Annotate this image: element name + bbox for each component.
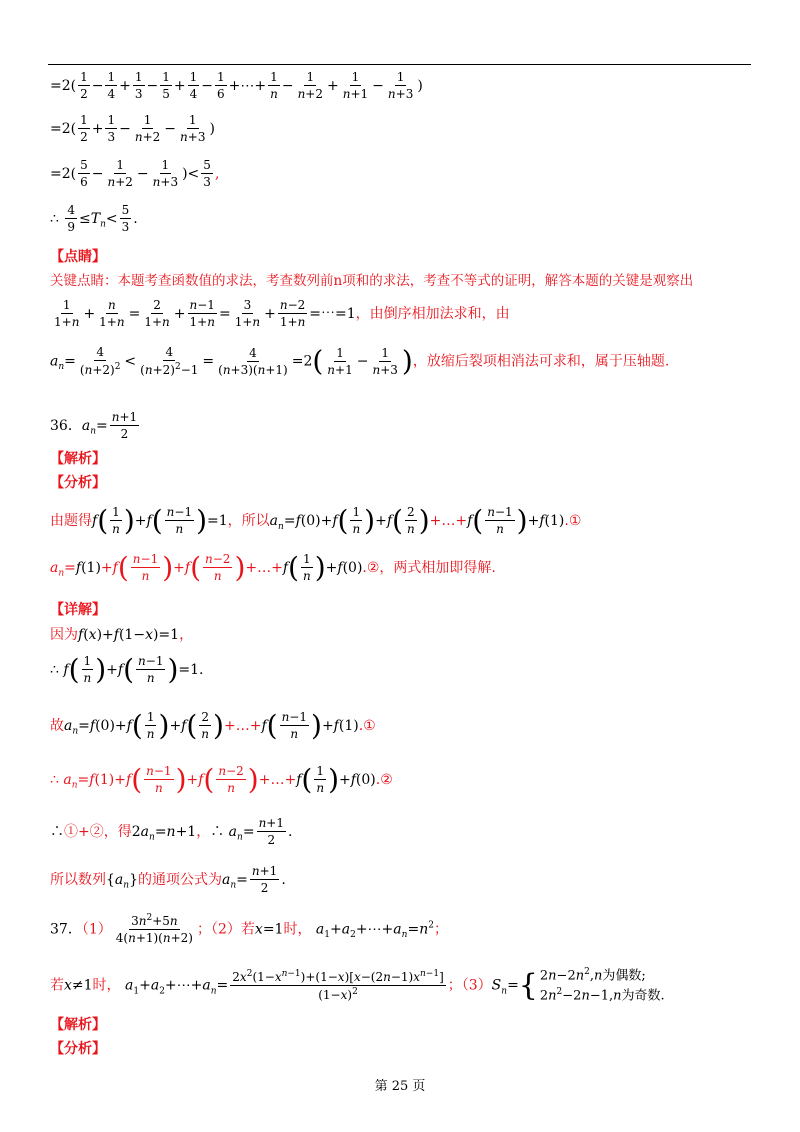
q36-number: 36． (50, 417, 82, 434)
equation-line-2: =2( $\frac{1}{2}$ + $\frac{1}{3}$ − $\frac{1}{n+2}$ − $\frac{1}{n+3}$ ) (50, 113, 215, 145)
q37-fenxi: 【分析】 (50, 1041, 106, 1057)
q36-jiexi: 【解析】 (50, 451, 106, 467)
q36-sum-step: ∴①+②，得$2a_n=n+1$，∴ $a_n=$ $\frac{n+1}{2}$ . (50, 816, 293, 848)
q36-gu: 故$a_n=f(0)+f$( $\frac{1}{n}$ )+f( $\frac{2}{n}$ )+…+f( $\frac{n-1}{n}$ )+f(1).① (50, 708, 376, 742)
q36-xiangjie: 【详解】 (50, 602, 106, 618)
gu-label: 故 (50, 717, 64, 734)
step-plus: ①+②，得 (64, 823, 132, 840)
q36-answer: 36．$a_n=$ $\frac{n+1}{2}$ (50, 410, 138, 442)
conclusion-mid: 的通项公式为 (138, 871, 222, 888)
header-rule (48, 64, 751, 65)
q36-fenxi: 【分析】 (50, 475, 106, 491)
circle-one-b: .① (358, 717, 376, 734)
q37-answer-line-1: 37．（1） $\frac{3n^2+5n}{4(n+1)(n+2)}$ ；（2）若x=1时， $a_1+a_2+\cdots+a_n=n^2$； (50, 913, 448, 946)
q37-number: 37． (50, 921, 82, 938)
circle-one: .① (564, 512, 582, 529)
conclusion-prefix: 所以数列 (50, 871, 106, 888)
q37-shi: 时， (92, 977, 121, 994)
equation-line-3: =2( $\frac{5}{6}$ − $\frac{1}{n+2}$ − $\frac{1}{n+3}$ )< $\frac{5}{3}$ , (50, 158, 220, 190)
equation-line-4: ∴ $\frac{4}{9}$ $\le T_n<$ $\frac{5}{3}$ . (50, 203, 138, 235)
q36-conclusion: 所以数列$\{a_n\}$的通项公式为$a_n=$ $\frac{n+1}{2}$ . (50, 864, 286, 896)
equation-line-1: =2( $\frac{1}{2}$ − $\frac{1}{4}$ + $\frac{1}{3}$ − $\frac{1}{5}$ + $\frac{1}{4}$ − $\frac{1}{6}$ +⋯+ $\frac{1}{n}$ − $\frac{1}{n+2}$ + $\frac{1}{n+1}$ − $\frac{1}{n+3}$ ) (50, 70, 423, 102)
q36-fenxi-line-2: $a_n=f(1)+f$( $\frac{n-1}{n}$ )+f( $\frac{n-2}{n}$ )+…+f( $\frac{1}{n}$ )+f(0).②，两式相加即得解. (50, 550, 496, 584)
dianjing-heading: 【点睛】 (50, 249, 106, 265)
q36-because: 因为f(x)+f(1−x)=1， (50, 627, 194, 643)
fenxi-prefix: 由题得 (50, 512, 92, 529)
circle-two: .②，两式相加即得解. (362, 559, 496, 576)
dianjing-equation-1: $\frac{1}{1+n}$ + $\frac{n}{1+n}$ = $\frac{2}{1+n}$ + $\frac{n-1}{1+n}$ = $\frac{3}{1+n}$ + $\frac{n-2}{1+n}$ =⋯=1，由倒序相加法求和，由 (54, 298, 510, 330)
q37-part3: ；（3） (447, 977, 492, 994)
q37-part1: （1） (81, 921, 112, 938)
q37-part2: ；（2）若 (196, 921, 255, 938)
dianjing-text-3: ，放缩后裂项相消法可求和，属于压轴题. (412, 353, 670, 370)
q37-jiexi: 【解析】 (50, 1017, 106, 1033)
q37-part2-shi: 时， (283, 921, 312, 938)
because-label: 因为 (50, 627, 78, 643)
therefore-symbol: ∴ (50, 661, 59, 678)
dianjing-equation-2: $a_n=$ $\frac{4}{(n+2)^2}$ < $\frac{4}{(n+2)^2-1}$ = $\frac{4}{(n+3)(n+1)}$ =2( $\frac{1}{n+1}$ − $\frac{1}{n+3}$ )，放缩后裂项相消法可求和，属于压轴题. (50, 344, 670, 378)
q36-therefore-2: ∴ $a_n=f(1)+f$( $\frac{n-1}{n}$ )+f( $\frac{n-2}{n}$ )+…+f( $\frac{1}{n}$ )+f(0).② (50, 762, 393, 796)
page-footer: 第 25 页 (374, 1079, 426, 1094)
q37-answer-line-2: 若x≠1时， $a_1+a_2+\cdots+a_n=$ $\frac{2x^2(1-x^{n-1})+(1-x)[x-(2n-1)x^{n-1}]}{(1-x)^2}$ ；$(3)S_n=$ { $2n-2n^2,n$为偶数; $2n^2-2n-1,n$为奇数. (50, 967, 665, 1003)
dianjing-text-1: 关键点睛：本题考查函数值的求法，考查数列前n项和的求法，考查不等式的证明，解答本题的关键是观察出 (50, 273, 694, 289)
fenxi-mid: ，所以 (227, 512, 270, 529)
q37-ruo: 若 (50, 977, 64, 994)
dianjing-text-2: ，由倒序相加法求和，由 (355, 305, 510, 322)
q36-therefore-1: ∴ f( $\frac{1}{n}$ )+f( $\frac{n-1}{n}$ )=1. (50, 652, 204, 686)
q36-fenxi-line-1: 由题得f( $\frac{1}{n}$ )+f( $\frac{n-1}{n}$ )=1，所以$a_n=f(0)+f$( $\frac{1}{n}$ )+f( $\frac{2}{n}$ )+…+f( $\frac{n-1}{n}$ )+f(1).① (50, 503, 582, 537)
